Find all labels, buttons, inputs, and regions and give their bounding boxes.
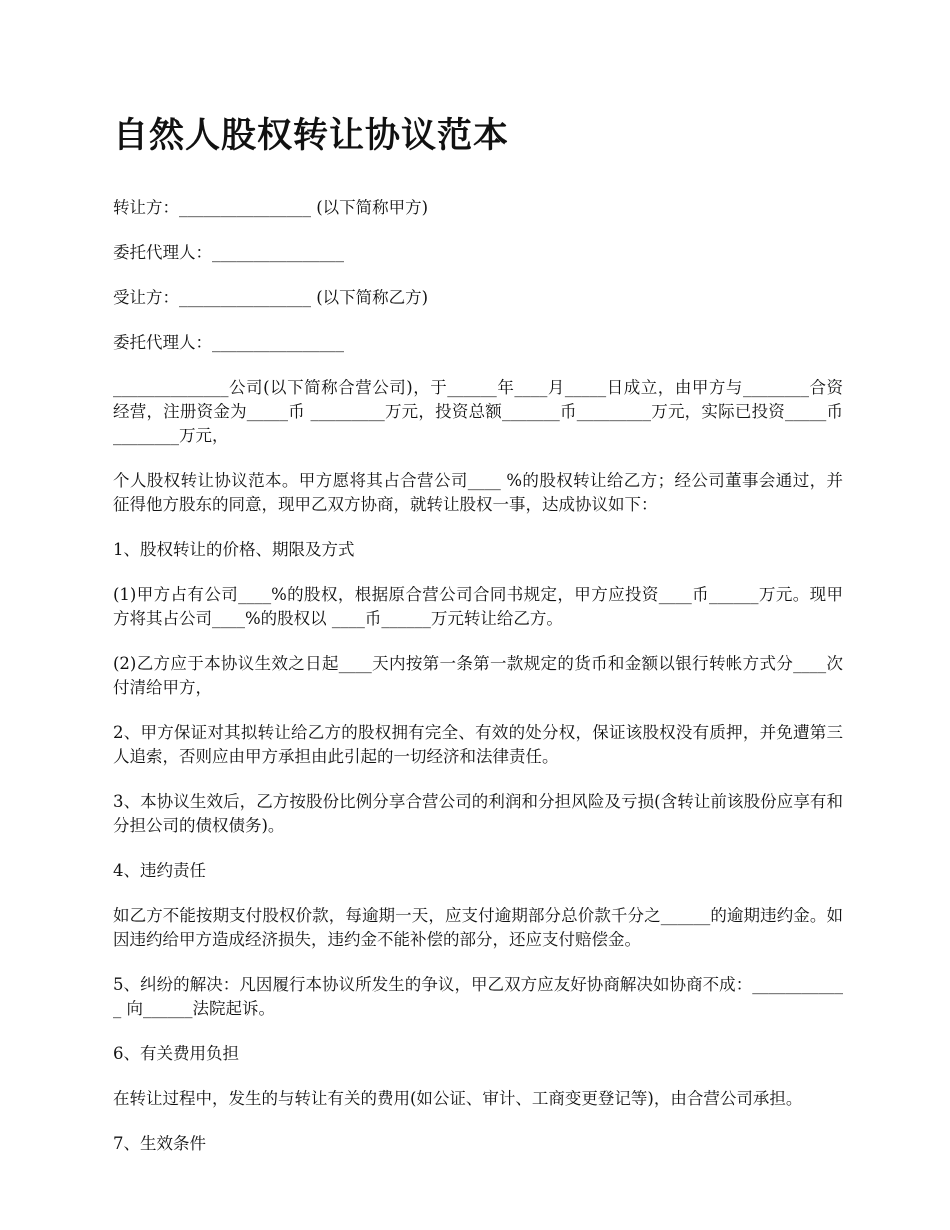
section-4-paragraph: 如乙方不能按期支付股权价款，每逾期一天，应支付逾期部分总价款千分之______的逾期违约金。如因违约给甲方造成经济损失，违约金不能补偿的部分，还应支付赔偿金。 bbox=[113, 906, 843, 949]
section-1-heading: 1、股权转让的价格、期限及方式 bbox=[113, 540, 355, 559]
clause-1-2: (2)乙方应于本协议生效之日起____天内按第一条第一款规定的货币和金额以银行转帐方式分____次付清给甲方， bbox=[113, 654, 843, 697]
company-info-paragraph: ______________公司(以下简称合营公司)，于______年____月_____日成立，由甲方与________合资经营，注册资金为_____币 _________万元，投资总额_______币_________万元，实际已投资_____币________万元， bbox=[113, 378, 843, 445]
section-7-heading: 7、生效条件 bbox=[113, 1134, 206, 1153]
section-6-paragraph: 在转让过程中，发生的与转让有关的费用(如公证、审计、工商变更登记等)，由合营公司承担。 bbox=[113, 1089, 803, 1108]
transferor-line: 转让方：________________ (以下简称甲方) bbox=[113, 198, 429, 217]
section-3-paragraph: 3、本协议生效后，乙方按股份比例分享合营公司的利润和分担风险及亏损(含转让前该股份应享有和分担公司的债权债务)。 bbox=[113, 792, 843, 835]
section-2-paragraph: 2、甲方保证对其拟转让给乙方的股权拥有完全、有效的处分权，保证该股权没有质押，并免遭第三人追索，否则应由甲方承担由此引起的一切经济和法律责任。 bbox=[113, 723, 843, 766]
section-6-heading: 6、有关费用负担 bbox=[113, 1044, 239, 1063]
document-page bbox=[113, 110, 843, 1177]
clause-1-1: (1)甲方占有公司____%的股权，根据原合营公司合同书规定，甲方应投资____币______万元。现甲方将其占公司____%的股权以 ____币______万元转让给乙方。 bbox=[113, 585, 843, 628]
transferor-agent-line: 委托代理人：________________ bbox=[113, 243, 344, 262]
section-4-heading: 4、违约责任 bbox=[113, 861, 206, 880]
section-5-paragraph: 5、纠纷的解决：凡因履行本协议所发生的争议，甲乙双方应友好协商解决如协商不成：____________ 向______法院起诉。 bbox=[113, 975, 843, 1018]
transferee-line: 受让方：________________ (以下简称乙方) bbox=[113, 288, 429, 307]
transferee-agent-line: 委托代理人：________________ bbox=[113, 333, 344, 352]
document-title: 自然人股权转让协议范本 bbox=[113, 115, 510, 156]
intro-paragraph: 个人股权转让协议范本。甲方愿将其占合营公司____ %的股权转让给乙方；经公司董事会通过，并征得他方股东的同意，现甲乙双方协商，就转让股权一事，达成协议如下： bbox=[113, 471, 843, 514]
